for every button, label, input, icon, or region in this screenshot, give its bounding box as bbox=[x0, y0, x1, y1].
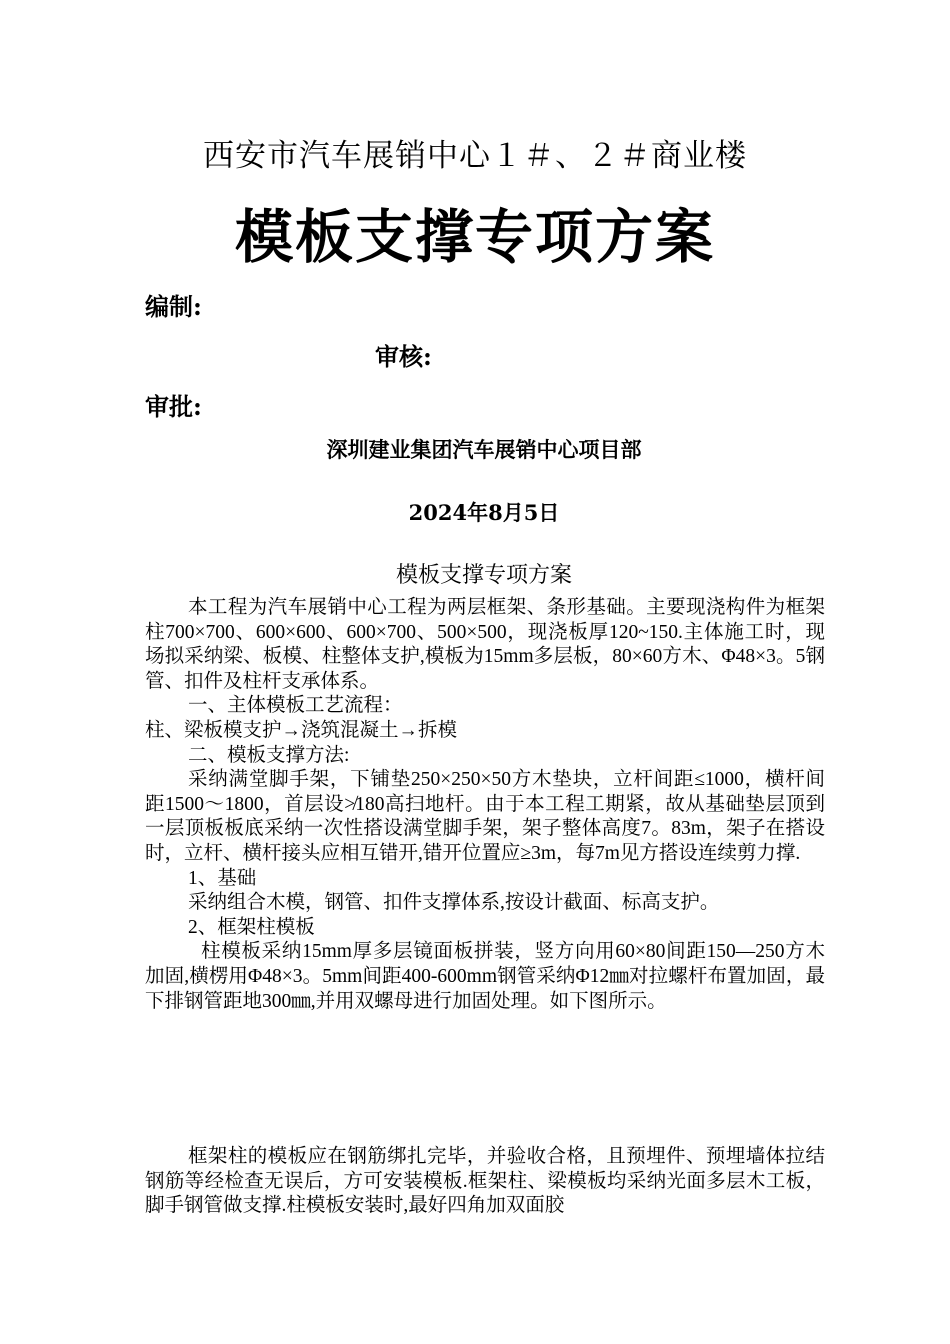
section-heading-process: 一、主体模板工艺流程： bbox=[188, 695, 403, 717]
organization-name: 深圳建业集团汽车展销中心项目部 bbox=[326, 437, 642, 462]
section-heading-method: 二、模板支撑方法: bbox=[188, 744, 350, 766]
paragraph-column-formwork: 柱模板采纳15mm厚多层镜面板拼装，竖方向用60×80间距150—250方木加固,横楞用Φ48×3。5mm间距400-600mm钢管采纳Φ12㎜对拉螺杆布置加固，最下排钢管距地300㎜,并用双螺母进行加固处理。如下图所示。 bbox=[145, 941, 825, 1012]
cover-subtitle: 西安市汽车展销中心１＃、２＃商业楼 bbox=[203, 138, 747, 174]
approved-by-label: 审批: bbox=[145, 392, 202, 421]
cover-title: 模板支撑专项方案 bbox=[234, 203, 715, 271]
paragraph-scaffold: 采纳满堂脚手架，下铺垫250×250×50方木垫块，立杆间距≤1000，横杆间距1500～1800，首层设≯180高扫地杆。由于本工程工期紧，故从基础垫层顶到一层顶板板底采纳一次性搭设满堂脚手架，架子整体高度7。83m，架子在搭设时，立杆、横杆接头应相互错开,错开位置应≥3m，每7m见方搭设连续剪力撑. bbox=[145, 769, 825, 864]
section-heading-column: 2、框架柱模板 bbox=[188, 916, 315, 938]
compiled-by-label: 编制: bbox=[145, 292, 202, 321]
paragraph-column-installation: 框架柱的模板应在钢筋绑扎完毕，并验收合格，且预埋件、预埋墙体拉结钢筋等经检查无误后，方可安装模板.框架柱、梁模板均采纳光面多层木工板，脚手钢管做支撑.柱模板安装时,最好四角加双面胶 bbox=[145, 1146, 825, 1217]
paragraph-foundation: 采纳组合木模，钢管、扣件支撑体系,按设计截面、标高支护。 bbox=[188, 892, 720, 914]
document-date: 2024年8月5日 bbox=[408, 500, 560, 525]
paragraph-process-flow: 柱、梁板模支护→浇筑混凝土→拆模 bbox=[145, 719, 458, 741]
section-heading-foundation: 1、基础 bbox=[188, 867, 257, 889]
paragraph-intro: 本工程为汽车展销中心工程为两层框架、条形基础。主要现浇构件为框架柱700×700、600×600、600×700、500×500，现浇板厚120~150.主体施工时，现场拟采纳梁、板模、柱整体支护,模板为15mm多层板，80×60方木、Φ48×3。5钢管、扣件及柱杆支承体系。 bbox=[145, 597, 825, 692]
document-body bbox=[145, 596, 825, 1014]
reviewed-by-label: 审核: bbox=[375, 342, 432, 371]
document-heading: 模板支撑专项方案 bbox=[395, 563, 572, 588]
document-body-continued bbox=[145, 1145, 825, 1219]
